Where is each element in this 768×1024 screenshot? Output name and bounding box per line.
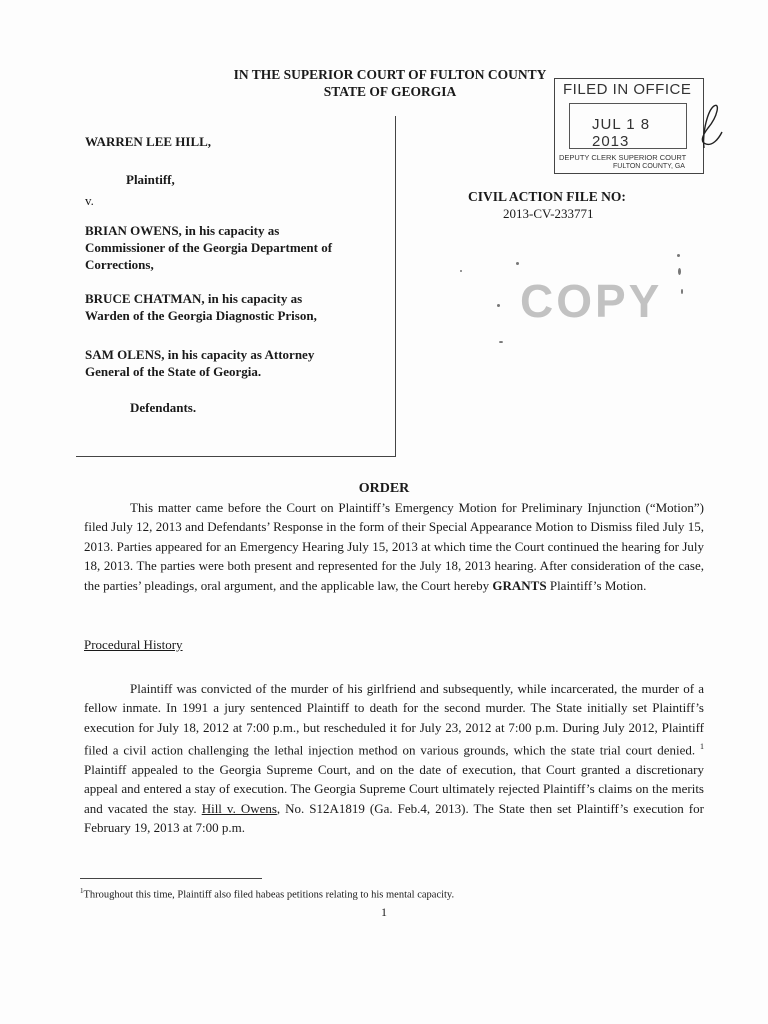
page-number: 1 (381, 905, 387, 919)
caption-horizontal-rule (76, 456, 396, 457)
plaintiff-role: Plaintiff, (126, 172, 175, 187)
procedural-history-paragraph (84, 679, 704, 838)
order-title: ORDER (358, 481, 410, 496)
defendant-olens-line2: General of the State of Georgia. (85, 364, 262, 379)
defendant-owens-line1: BRIAN OWENS, in his capacity as (85, 223, 280, 238)
history-text-part1: Plaintiff was convicted of the murder of his girlfriend and subsequently, while incarcerated, the murder of a fellow inmate. In 1991 a jury sentenced Plaintiff to death for the second murder. The State initially set Plaintiff’s execution for July 18, 2012 at 7:00 p.m., but rescheduled it for July 23, 2012 at 7:00 p.m. During July 2012, Plaintiff filed a civil action challenging the lethal injection method on various grounds, which the state trial court denied. (84, 681, 704, 758)
order-grants: GRANTS (492, 577, 547, 593)
defendant-owens-line3: Corrections, (85, 257, 154, 272)
court-name: IN THE SUPERIOR COURT OF FULTON COUNTY (233, 67, 547, 82)
scan-speck (499, 341, 503, 343)
caption-vertical-rule (395, 116, 396, 456)
scan-speck (516, 262, 519, 265)
scan-speck (677, 254, 680, 257)
history-text-part3: , No. S12A1819 (Ga. Feb.4, 2013). The State then set Plaintiff’s execution for February 19, 2013 at 7:00 p.m. (84, 800, 704, 836)
defendant-owens-line2: Commissioner of the Georgia Department of (85, 240, 333, 255)
defendant-chatman-line1: BRUCE CHATMAN, in his capacity as (85, 291, 303, 306)
defendant-chatman-line2: Warden of the Georgia Diagnostic Prison, (85, 308, 317, 323)
copy-stamp: COPY (520, 275, 663, 327)
order-text-end: Plaintiff’s Motion. (549, 577, 647, 593)
defendant-olens-line1: SAM OLENS, in his capacity as Attorney (85, 347, 315, 362)
footnote-rule (80, 878, 262, 879)
civil-action-number: 2013-CV-233771 (503, 206, 594, 221)
filed-stamp (554, 78, 704, 174)
versus: v. (85, 193, 94, 208)
order-text-main: This matter came before the Court on Plaintiff’s Emergency Motion for Preliminary Injunction (“Motion”) filed July 12, 2013 and Defendants’ Response in the form of their Special Appearance Motion to Dismiss filed July 15, 2013. Parties appeared for an Emergency Hearing July 15, 2013 at which time the Court continued the hearing for July 18, 2013. The parties were both present and represented for the July 18, 2013 hearing. After consideration of the case, the parties’ pleadings, oral argument, and the applicable law, the Court hereby (84, 500, 704, 593)
stamp-title: FILED IN OFFICE (563, 81, 692, 98)
clerk-signature-initial (694, 102, 724, 150)
scan-speck (497, 304, 500, 307)
stamp-date-box (569, 103, 687, 149)
footnote-text: Throughout this time, Plaintiff also filed habeas petitions relating to his mental capacity. (83, 889, 455, 901)
stamp-county: FULTON COUNTY, GA (613, 163, 685, 170)
order-paragraph (84, 498, 704, 595)
court-header (200, 66, 580, 100)
footnote-marker: 1 (80, 887, 84, 895)
scan-speck (678, 268, 681, 275)
civil-action-label: CIVIL ACTION FILE NO: (468, 189, 626, 204)
case-citation: Hill v. Owens (201, 800, 277, 816)
procedural-history-heading: Procedural History (84, 637, 183, 652)
scan-speck (460, 270, 462, 272)
scan-speck (681, 289, 683, 294)
stamp-deputy-clerk: DEPUTY CLERK SUPERIOR COURT (559, 153, 687, 162)
court-state: STATE OF GEORGIA (323, 84, 457, 99)
footnote (80, 887, 454, 901)
plaintiff-name: WARREN LEE HILL, (85, 134, 212, 149)
defendants-role: Defendants. (130, 400, 197, 415)
footnote-reference: 1 (700, 742, 704, 752)
stamp-date: JUL 1 8 2013 (592, 116, 651, 150)
history-text-part2: Plaintiff appealed to the Georgia Supreme Court, and on the date of execution, that Court granted a discretionary appeal and entered a stay of execution. The Georgia Supreme Court ultimately rejected Plaintiff’s claims on the merits and vacated the stay. (84, 761, 704, 816)
